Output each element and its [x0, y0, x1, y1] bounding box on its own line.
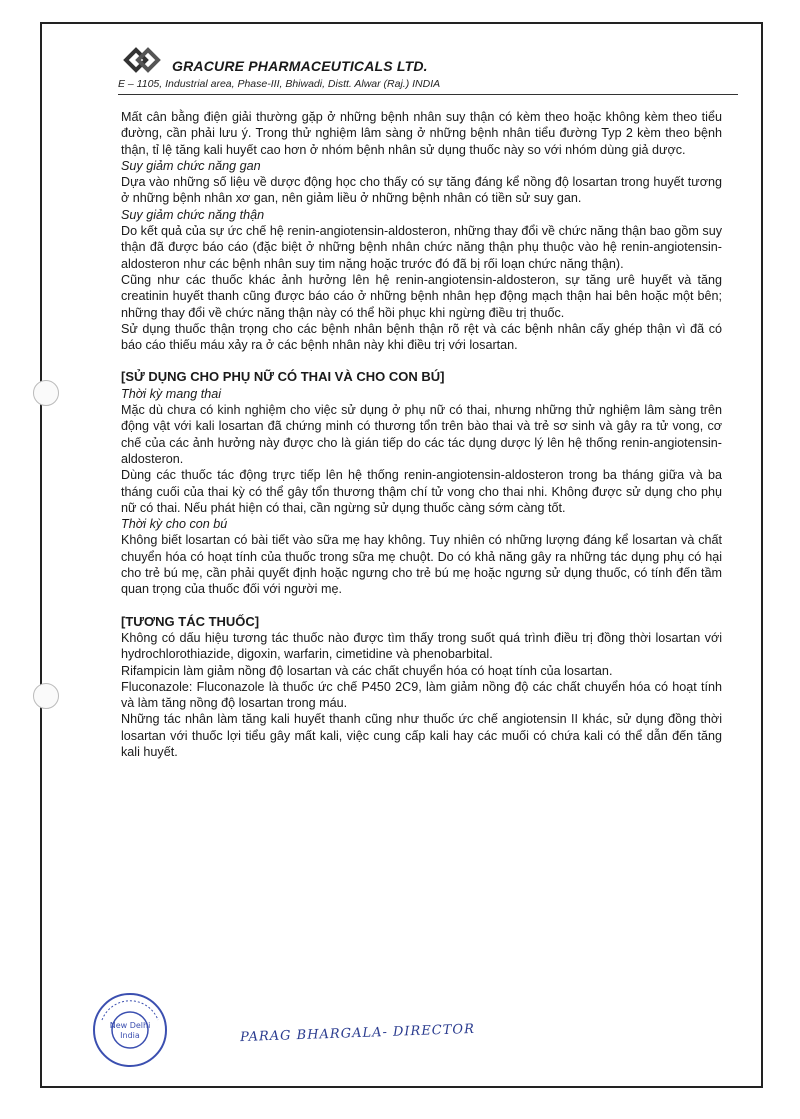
section-heading: [SỬ DỤNG CHO PHỤ NỮ CÓ THAI VÀ CHO CON BÚ]	[121, 369, 445, 385]
punch-hole	[33, 380, 59, 406]
header-divider	[118, 94, 738, 95]
paragraph: Fluconazole: Fluconazole là thuốc ức chế P450 2C9, làm giảm nồng độ các chất chuyển hóa có hoạt tính và làm tăng nồng độ losartan trong máu.	[121, 679, 722, 711]
director-signature: PARAG BHARGALA- DIRECTOR	[239, 1021, 476, 1046]
paragraph: Cũng như các thuốc khác ảnh hưởng lên hệ renin-angiotensin-aldosteron, sự tăng urê huyết và tăng creatinin huyết thanh cũng được báo cáo ở những bệnh nhân hẹp động mạch thận hai bên hoặc một bên; những thay đổi về chức năng thận này có thể hồi phục khi ngừng điều trị thuốc.	[121, 272, 722, 320]
subsection-heading: Thời kỳ mang thai	[121, 386, 222, 401]
svg-text:New Delhi: New Delhi	[109, 1021, 151, 1030]
section-heading: [TƯƠNG TÁC THUỐC]	[121, 613, 260, 629]
company-address: E – 1105, Industrial area, Phase-III, Bhiwadi, Distt. Alwar (Raj.) INDIA	[118, 78, 441, 90]
punch-hole	[33, 683, 59, 709]
paragraph: Không có dấu hiệu tương tác thuốc nào được tìm thấy trong suốt quá trình điều trị đồng thời losartan với hydrochlorothiazide, digoxin, warfarin, cimetidine và phenobarbital.	[121, 630, 722, 662]
paragraph: Mất cân bằng điện giải thường gặp ở những bệnh nhân suy thận có kèm theo hoặc không kèm theo tiểu đường, cần phải lưu ý. Trong thử nghiệm lâm sàng ở những bệnh nhân tiểu đường Typ 2 kèm theo bệnh thận, tỉ lệ tăng kali huyết cao hơn ở nhóm bệnh nhân sử dụng thuốc này so với nhóm dùng giả dược.	[121, 110, 722, 157]
document-body	[121, 109, 722, 760]
company-stamp-icon	[90, 990, 170, 1070]
subsection-heading: Suy giảm chức năng gan	[121, 158, 261, 173]
paragraph: Dựa vào những số liệu về dược động học cho thấy có sự tăng đáng kể nồng độ losartan trong huyết tương ở những bệnh nhân xơ gan, nên giảm liều ở những bệnh nhân có tiền sử suy gan.	[121, 175, 722, 206]
paragraph: Mặc dù chưa có kinh nghiệm cho việc sử dụng ở phụ nữ có thai, nhưng những thử nghiệm lâm sàng trên động vật với kali losartan đã chứng minh có thương tổn trên bào thai và trẻ sơ sinh và gây ra tử vong, cơ chế của các ảnh hưởng này được cho là gián tiếp do các tác dụng dược lý lên hệ thống renin-angiotensin-aldosteron.	[121, 403, 722, 466]
paragraph: Không biết losartan có bài tiết vào sữa mẹ hay không. Tuy nhiên có những lượng đáng kể losartan và chất chuyển hóa có hoạt tính của thuốc trong sữa mẹ chuột. Do có khả năng gây ra những tác dụng phụ có hại cho trẻ bú mẹ, cần phải quyết định hoặc ngưng cho trẻ bú mẹ hoặc ngưng sử dụng thuốc, có tính đến tầm quan trọng của thuốc đối với người mẹ.	[121, 533, 722, 597]
paragraph: Rifampicin làm giảm nồng độ losartan và các chất chuyển hóa có hoạt tính của losartan.	[121, 663, 613, 678]
paragraph: Những tác nhân làm tăng kali huyết thanh cũng như thuốc ức chế angiotensin II khác, sử dụng đồng thời losartan với thuốc lợi tiểu gây mất kali, việc cung cấp kali hay các muối có chứa kali có thể dẫn đến tăng kali huyết.	[121, 712, 722, 759]
paragraph: Dùng các thuốc tác động trực tiếp lên hệ thống renin-angiotensin-aldosteron trong ba tháng giữa và ba tháng cuối của thai kỳ có thể gây tổn thương thậm chí tử vong cho thai nhi. Không được sử dụng cho phụ nữ có thai. Nếu phát hiện có thai, cần ngừng sử dụng thuốc càng sớm càng tốt.	[121, 468, 722, 515]
company-logo-icon	[118, 44, 168, 74]
paragraph: Do kết quả của sự ức chế hệ renin-angiotensin-aldosteron, những thay đổi về chức năng thận bao gồm suy thận đã được báo cáo (đặc biệt ở những bệnh nhân chức năng thận phụ thuộc vào hệ renin-angiotensin-aldosteron như các bệnh nhân suy tim nặng hoặc trước đó đã bị rối loạn chức năng thận).	[121, 224, 722, 271]
svg-text:India: India	[120, 1031, 140, 1040]
company-name: GRACURE PHARMACEUTICALS LTD.	[172, 58, 428, 74]
subsection-heading: Thời kỳ cho con bú	[121, 517, 228, 532]
paragraph: Sử dụng thuốc thận trọng cho các bệnh nhân bệnh thận rõ rệt và các bệnh nhân cấy ghép thận vì đã có báo cáo thiếu máu xảy ra ở các bệnh nhân này khi điều trị với losartan.	[121, 321, 722, 353]
subsection-heading: Suy giảm chức năng thận	[121, 207, 265, 222]
signature-block	[90, 990, 550, 1070]
